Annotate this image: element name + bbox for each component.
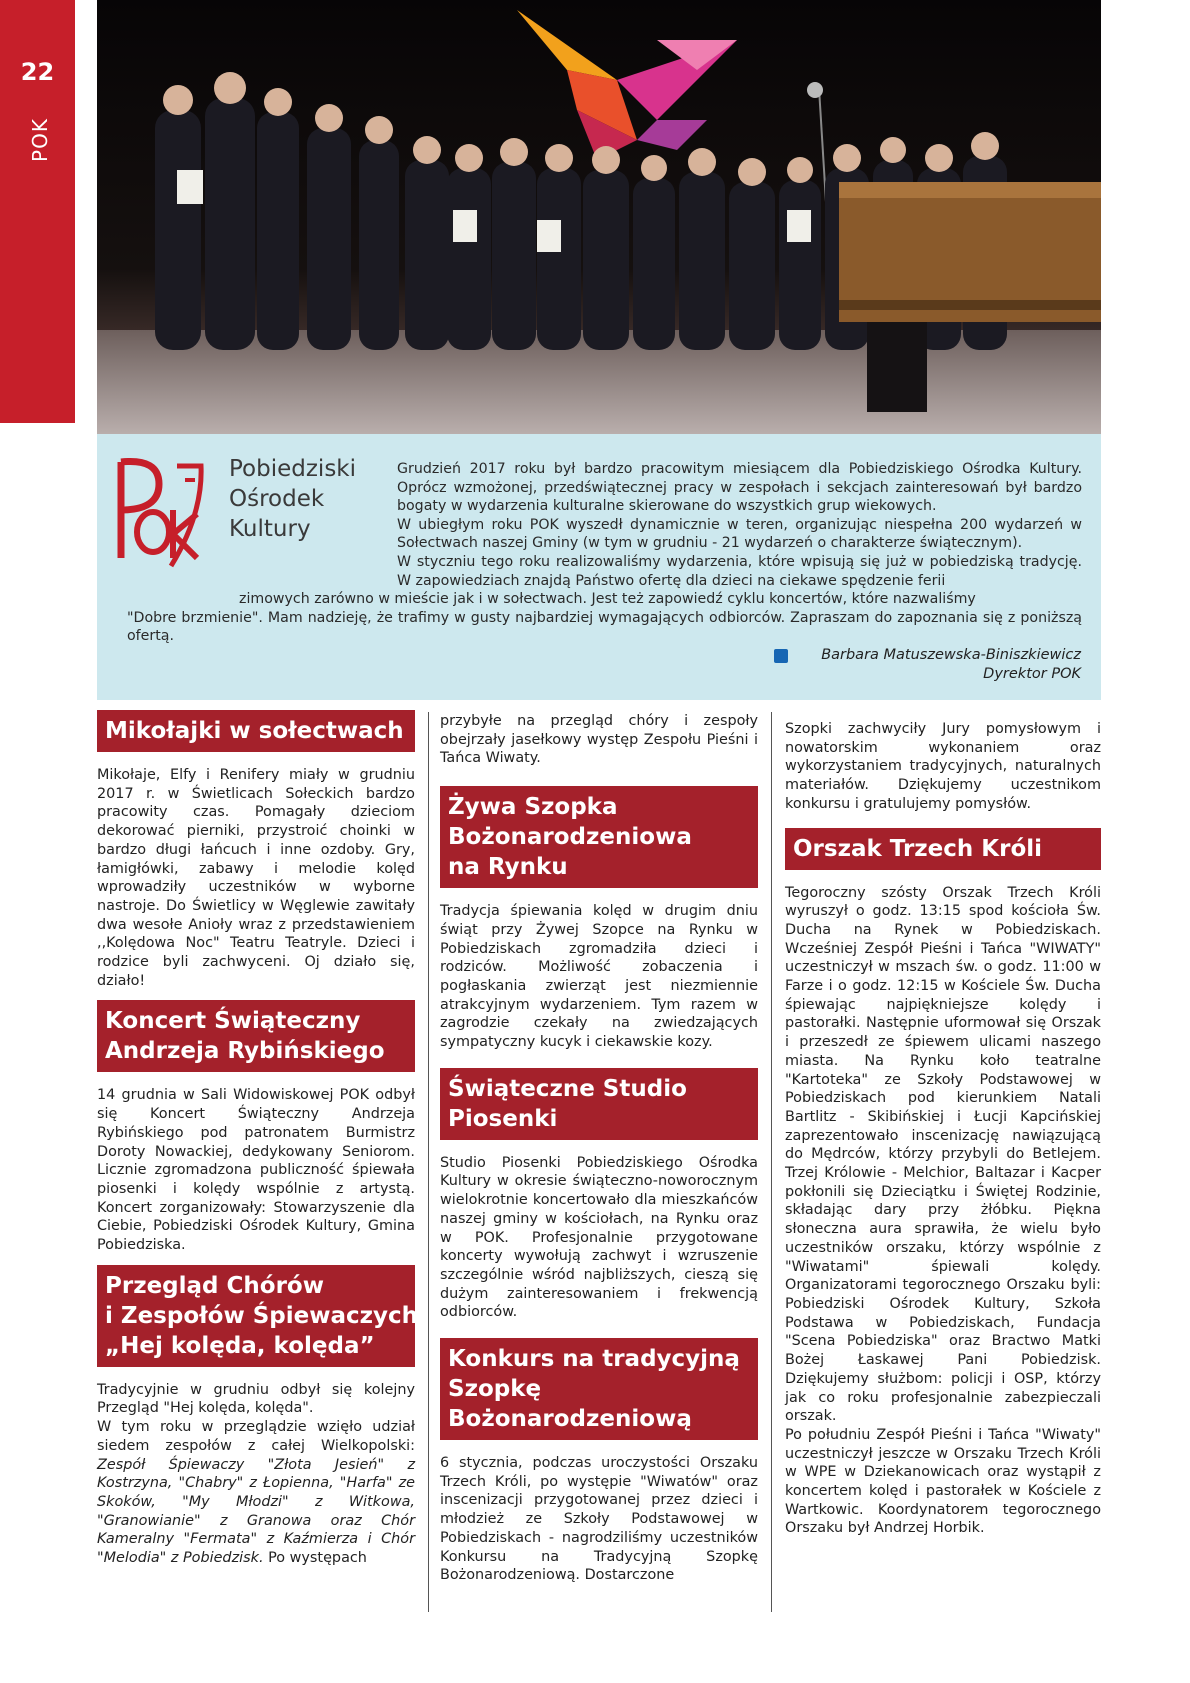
column-divider bbox=[771, 712, 772, 1612]
article-text: Studio Piosenki Pobiedziskiego Ośrodka Kultury w okresie świąteczno-noworocznym wielokrotnie koncertowało dla mieszkańców naszej gminy w kościołach, na Rynku oraz w POK. Profesjonalnie przygotowane koncerty wywołują zachwyt i wzruszenie szczególnie wśród najbliższych, cieszą się dużym zainteresowaniem i frekwencją odbiorców. bbox=[440, 1154, 758, 1321]
heading-studio: Świąteczne Studio Piosenki bbox=[440, 1068, 758, 1140]
column-1 bbox=[97, 710, 419, 1568]
signature-mark bbox=[774, 649, 788, 663]
article-text: Po południu Zespół Pieśni i Tańca "Wiwaty" uczestniczył jeszcze w Orszaku Trzech Króli w WPE w Dziekanowicach oraz wystąpił z koncertem kolęd i pastorałek w Kościele z Wartkowic. Koordynatorem tegorocznego Orszaku był Andrzej Horbik. bbox=[785, 1426, 1101, 1537]
heading-przeglad: Przegląd Chórów i Zespołów Śpiewaczych „Hej kolęda, kolęda” bbox=[97, 1265, 415, 1367]
article-text: Mikołaje, Elfy i Renifery miały w grudniu 2017 r. w Świetlicach Sołeckich bardzo pracowity czas. Pomagały dzieciom dekorować pierniki, przystroić choinki w bardzo długi łańcuch i inne ozdoby. Gry, łamigłówki, zabawy i melodie kolęd wprowadziły uczestników w wyborne nastroje. Do Świetlicy w Węglewie zawitały dwa wesołe Anioły wraz z przedstawieniem ,,Kolędowa Noc" Teatru Teatryle. Dzieci i rodzice byli zachwyceni. Oj działo się, działo! bbox=[97, 767, 415, 989]
article-text: Szopki zachwyciły Jury pomysłowym i nowatorskim wykonaniem oraz wykorzystaniem tradycyjnych, naturalnych materiałów. Dziękujemy uczestnikom konkursu i gratulujemy pomysłów. bbox=[785, 721, 1101, 812]
pok-logo bbox=[111, 454, 207, 574]
section-tag bbox=[20, 108, 60, 168]
article-text: Tradycja śpiewania kolęd w drugim dniu świąt przy Żywej Szopce na Rynku w Pobiedziskach zgromadziła dzieci i rodziców. Możliwość zobaczenia i pogłaskania zwierząt jest niezmiennie atrakcyjnym wydarzeniem. Tym razem w zagrodzie czekały na zwiedzających sympatyczny kucyk i ciekawskie kozy. bbox=[440, 903, 758, 1051]
signature bbox=[821, 646, 1081, 684]
article-text: przybyłe na przegląd chóry i zespoły obejrzały jasełkowy występ Zespołu Pieśni i Tańca Wiwaty. bbox=[440, 713, 758, 767]
article-text: 6 stycznia, podczas uroczystości Orszaku Trzech Króli, po występie "Wiwatów" oraz inscenizacji przygotowanej przez dzieci i młodzież ze Szkoły Podstawowej w Pobiedziskach - nagrodziliśmy uczestników Konkursu na Tradycyjną Szopkę Bożonarodzeniową. Dostarczone bbox=[440, 1455, 758, 1584]
column-3 bbox=[785, 720, 1101, 1544]
heading-szopka: Żywa Szopka Bożonarodzeniowa na Rynku bbox=[440, 786, 758, 888]
article-text: Tradycyjnie w grudniu odbył się kolejny Przegląd "Hej kolęda, kolęda". bbox=[97, 1381, 415, 1417]
section-tag-label: POK bbox=[28, 118, 52, 162]
heading-koncert: Koncert Świąteczny Andrzeja Rybińskiego bbox=[97, 1000, 415, 1072]
logo-line: Ośrodek bbox=[229, 486, 325, 512]
stage-photo-illustration bbox=[97, 0, 1101, 434]
heading-mikolajki: Mikołajki w sołectwach bbox=[97, 710, 415, 752]
intro-paragraph: Grudzień 2017 roku był bardzo pracowitym miesiącem dla Pobiedziskiego Ośrodka Kultury. Oprócz wzmożonej, przedświątecznej pracy w zespołach i sekcjach zainteresowań był bardzo bogaty w wydarzenia kulturalne skierowane do wszystkich grup wiekowych. bbox=[397, 461, 1082, 515]
article-text: W tym roku w przeglądzie wzięło udział siedem zespołów z całej Wielkopolski: Zespół Śpiewaczy "Złota Jesień" z Kostrzyna, "Chabry" z Łopienna, "Harfa" ze Skoków, "My Młodzi" z Witkowa, "Granowianie" z Granowa oraz Chór Kameralny "Fermata" z Kaźmierza i Chór "Melodia" z Pobiedzisk. Po występach bbox=[97, 1419, 415, 1567]
stage-photo bbox=[97, 0, 1101, 434]
signature-role: Dyrektor POK bbox=[983, 666, 1081, 682]
page-sidebar bbox=[0, 0, 75, 423]
page-number: 22 bbox=[20, 58, 55, 86]
column-divider bbox=[428, 712, 429, 1612]
column-2 bbox=[440, 712, 758, 1591]
intro-paragraph: W styczniu tego roku realizowaliśmy wydarzenia, które wpisują się już w pobiedziską tradycję. W zapowiedziach znajdą Państwo ofertę dla dzieci na ciekawe spędzenie ferii bbox=[397, 553, 1082, 589]
intro-paragraph: W ubiegłym roku POK wyszedł dynamicznie w teren, organizując niespełna 200 wydarzeń w Sołectwach naszej Gminy (w tym w grudniu - 21 wydarzeń o charakterze świątecznym). bbox=[397, 516, 1082, 552]
logo-text bbox=[229, 454, 356, 544]
intro-paragraph: zimowych zarówno w mieście jak i w sołectwach. Jest też zapowiedź cyklu koncertów, które nazwaliśmy bbox=[239, 591, 976, 608]
intro-box bbox=[97, 434, 1101, 700]
intro-paragraph: "Dobre brzmienie". Mam nadzieję, że trafimy w gusty najbardziej wymagających odbiorców. Zapraszam do zapoznania się z poniższą ofertą. bbox=[127, 609, 1082, 645]
signature-name: Barbara Matuszewska-Biniszkiewicz bbox=[821, 647, 1081, 663]
article-text: Tegoroczny szósty Orszak Trzech Króli wyruszył o godz. 13:15 spod kościoła Św. Ducha na Rynek w Pobiedziskach. Wcześniej Zespół Pieśni i Tańca "WIWATY" uczestniczył w mszach św. o godz. 11:00 w Farze i o godz. 12:15 w Kościele Św. Ducha śpiewając najpiękniejsze kolędy i pastorałki. Następnie uformował się Orszak i przeszedł ze śpiewem ulicami naszego miasta. Na Rynku koło teatralne "Kartoteka" ze Szkoły Podstawowej w Pobiedziskach pod kierunkiem Natali Bartlitz - Skibińskiej i Łucji Kapcińskiej zaprezentowało inscenizację nawiązującą do Mędrców, którzy przybyli do Betlejem. Trzej Królowie - Melchior, Baltazar i Kacper pokłonili się Dzieciątku i Świętej Rodzinie, składając dary przy żłóbku. Piękna słoneczna aura sprawiła, że wielu było uczestników orszaku, którzy wspólnie z "Wiwatami" śpiewali kolędy. Organizatorami tegorocznego Orszaku byli: Pobiedziski Ośrodek Kultury, Szkoła Podstawa w Pobiedziskach, Fundacja "Scena Pobiedziska" oraz Bractwo Matki Bożej Łaskawej Pani Pobiedzisk. Dziękujemy służbom: policji i OSP, którzy jak co roku profesjonalnie zabezpieczali orszak. bbox=[785, 884, 1101, 1425]
heading-orszak: Orszak Trzech Króli bbox=[785, 828, 1101, 870]
logo-line: Pobiedziski bbox=[229, 456, 357, 482]
logo-line: Kultury bbox=[229, 516, 311, 542]
article-text: 14 grudnia w Sali Widowiskowej POK odbył się Koncert Świąteczny Andrzeja Rybińskiego pod patronatem Burmistrz Doroty Nowackiej, dedykowany Seniorom. Licznie zgromadzona publiczność śpiewała piosenki i kolędy wspólnie z artystą. Koncert zorganizowały: Stowarzyszenie dla Ciebie, Pobiedziski Ośrodek Kultury, Gmina Pobiedziska. bbox=[97, 1087, 415, 1254]
heading-konkurs: Konkurs na tradycyjną Szopkę Bożonarodzeniową bbox=[440, 1338, 758, 1440]
